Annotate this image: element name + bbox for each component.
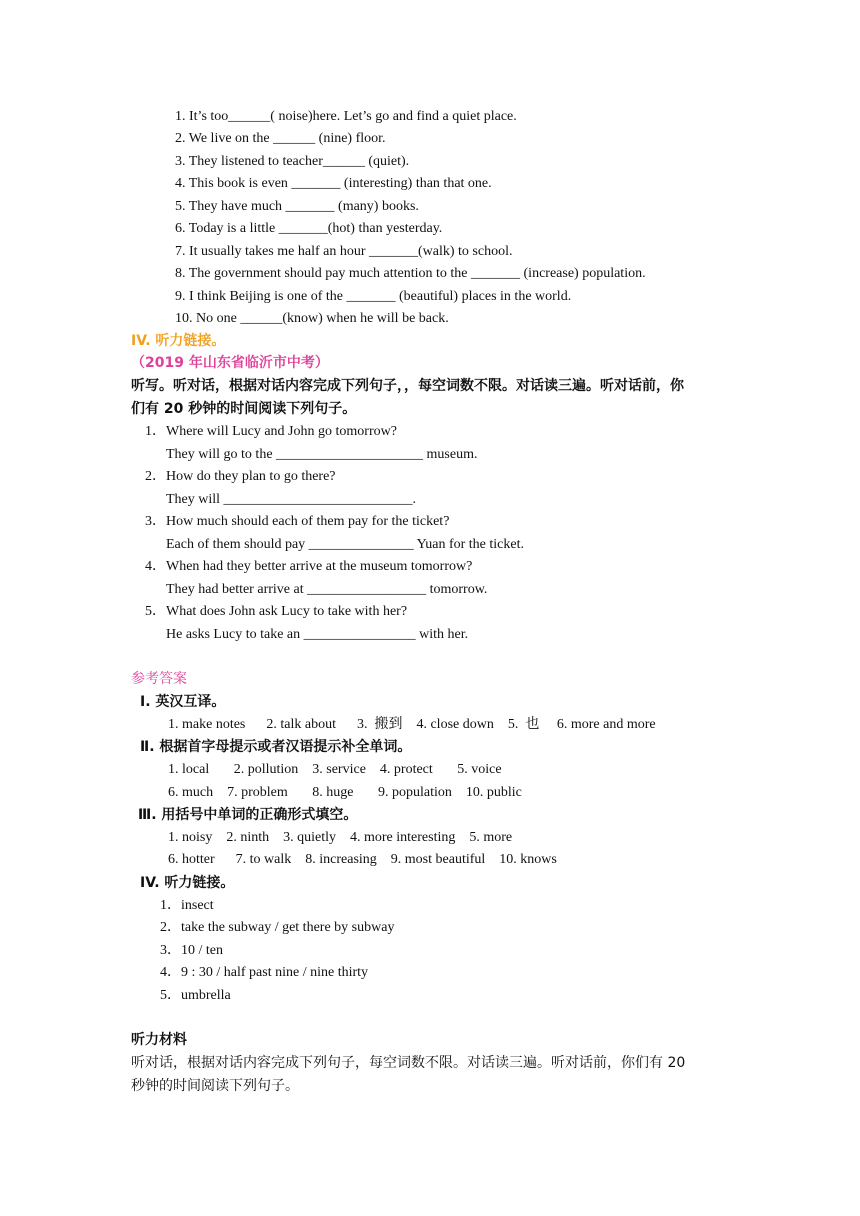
material-text: 听对话，根据对话内容完成下列句子，每空词数不限。对话读三遍。听对话前，你们有 20 xyxy=(131,1055,686,1071)
answer-line: They will ___________________________. xyxy=(166,492,417,507)
question: 3．How much should each of them pay for the ticket? xyxy=(145,514,450,529)
answers-item: 4．9 : 30 / half past nine / nine thirty xyxy=(160,965,369,980)
answers-line: 1. noisy 2. ninth 3. quietly 4. more interesting 5. more xyxy=(168,830,513,845)
exam-source: （2019 年山东省临沂市中考） xyxy=(131,355,329,371)
answers-item: 3．10 / ten xyxy=(160,943,223,958)
listening-heading: IV. 听力链接。 xyxy=(131,333,226,349)
answers-line: 6. much 7. problem 8. huge 9. population 10. public xyxy=(168,785,522,800)
exercise-item: 7. It usually takes me half an hour _______(walk) to school. xyxy=(175,244,513,259)
exercise-item: 3. They listened to teacher______ (quiet). xyxy=(175,154,410,169)
answers-line: 1. make notes 2. talk about 3. 搬到 4. close down 5. 也 6. more and more xyxy=(168,717,656,732)
answer-line: Each of them should pay _______________ Yuan for the ticket. xyxy=(166,537,524,552)
answers-section-heading: IV. 听力链接。 xyxy=(140,875,235,891)
exercise-item: 1. It’s too______( noise)here. Let’s go and find a quiet place. xyxy=(175,109,517,124)
exercise-item: 10. No one ______(know) when he will be back. xyxy=(175,311,449,326)
answer-line: He asks Lucy to take an ________________ with her. xyxy=(166,627,469,642)
exercise-item: 4. This book is even _______ (interesting) than that one. xyxy=(175,176,492,191)
answers-item: 1．insect xyxy=(160,898,214,913)
answers-section-heading: Ⅱ. 根据首字母提示或者汉语提示补全单词。 xyxy=(140,739,412,755)
exercise-item: 6. Today is a little _______(hot) than yesterday. xyxy=(175,221,443,236)
answers-line: 1. local 2. pollution 3. service 4. protect 5. voice xyxy=(168,762,502,777)
answers-line: 6. hotter 7. to walk 8. increasing 9. most beautiful 10. knows xyxy=(168,852,557,867)
exercise-item: 8. The government should pay much attention to the _______ (increase) population. xyxy=(175,266,646,281)
question: 5．What does John ask Lucy to take with her? xyxy=(145,604,408,619)
answers-section-heading: Ⅰ. 英汉互译。 xyxy=(140,694,226,710)
answers-item: 2．take the subway / get there by subway xyxy=(160,920,395,935)
answers-title: 参考答案 xyxy=(131,671,187,687)
listening-instruction: 们有 20 秒钟的时间阅读下列句子。 xyxy=(131,401,357,417)
question: 4．When had they better arrive at the museum tomorrow? xyxy=(145,559,473,574)
exercise-item: 2. We live on the ______ (nine) floor. xyxy=(175,131,386,146)
material-text: 秒钟的时间阅读下列句子。 xyxy=(131,1078,299,1094)
question: 2．How do they plan to go there? xyxy=(145,469,336,484)
listening-instruction: 听写。听对话，根据对话内容完成下列句子，，每空词数不限。对话读三遍。听对话前，你 xyxy=(131,378,684,394)
exercise-item: 5. They have much _______ (many) books. xyxy=(175,199,419,214)
answer-line: They had better arrive at _________________ tomorrow. xyxy=(166,582,488,597)
answer-line: They will go to the _____________________ museum. xyxy=(166,447,478,462)
question: 1．Where will Lucy and John go tomorrow? xyxy=(145,424,397,439)
answers-item: 5．umbrella xyxy=(160,988,231,1003)
answers-section-heading: Ⅲ. 用括号中单词的正确形式填空。 xyxy=(138,807,358,823)
material-title: 听力材料 xyxy=(131,1032,187,1048)
exercise-item: 9. I think Beijing is one of the _______ (beautiful) places in the world. xyxy=(175,289,572,304)
